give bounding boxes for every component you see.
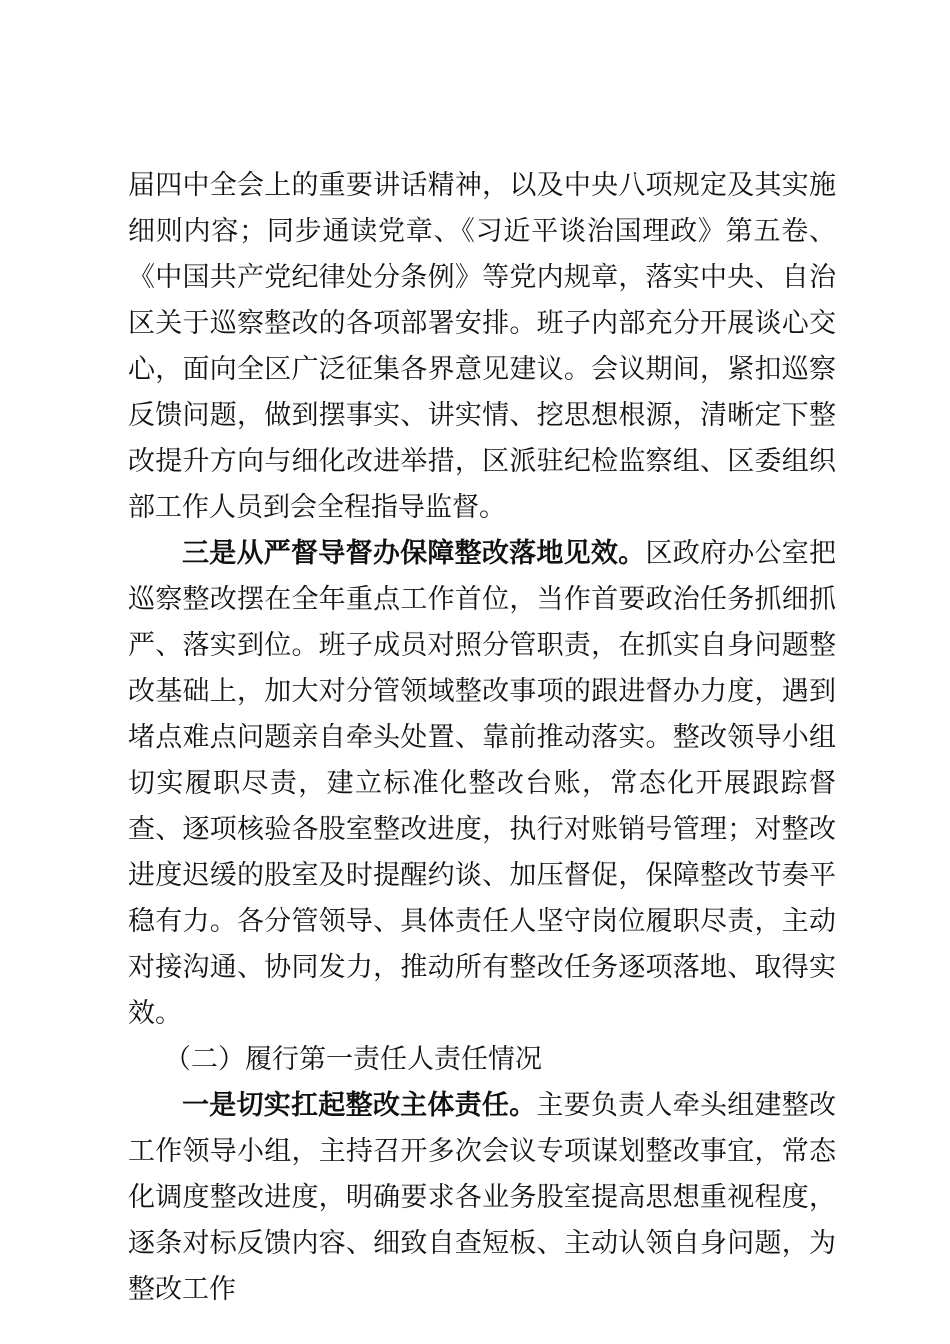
paragraph-text: 主要负责人牵头组建整改工作领导小组，主持召开多次会议专项谋划整改事宜，常态化调度整改进度，明确要求各业务股室提高思想重视程度，逐条对标反馈内容、细致自查短板、主动认领自身问题，为整改工作 [128,1090,836,1305]
paragraph-text: 届四中全会上的重要讲话精神，以及中央八项规定及其实施细则内容；同步通读党章、《习近平谈治国理政》第五卷、《中国共产党纪律处分条例》等党内规章，落实中央、自治区关于巡察整改的各项部署安排。班子内部充分开展谈心交心，面向全区广泛征集各界意见建议。会议期间，紧扣巡察反馈问题，做到摆事实、讲实情、挖思想根源，清晰定下整改提升方向与细化改进举措，区派驻纪检监察组、区委组织部工作人员到会全程指导监督。 [128,170,836,523]
document-page [128,163,836,1313]
paragraph-continuation [128,163,836,531]
paragraph-supervision [128,531,836,1037]
section-heading: （二）履行第一责任人责任情况 [164,1044,542,1075]
paragraph-text: 区政府办公室把巡察整改摆在全年重点工作首位，当作首要政治任务抓细抓严、落实到位。班子成员对照分管职责，在抓实自身问题整改基础上，加大对分管领域整改事项的跟进督办力度，遇到堵点难点问题亲自牵头处置、靠前推动落实。整改领导小组切实履职尽责，建立标准化整改台账，常态化开展跟踪督查、逐项核验各股室整改进度，执行对账销号管理；对整改进度迟缓的股室及时提醒约谈、加压督促，保障整改节奏平稳有力。各分管领导、具体责任人坚守岗位履职尽责，主动对接沟通、协同发力，推动所有整改任务逐项落地、取得实效。 [128,538,837,1029]
paragraph-lead: 一是切实扛起整改主体责任。 [182,1090,537,1121]
paragraph-lead: 三是从严督导督办保障整改落地见效。 [182,538,646,569]
paragraph-responsibility [128,1083,836,1313]
